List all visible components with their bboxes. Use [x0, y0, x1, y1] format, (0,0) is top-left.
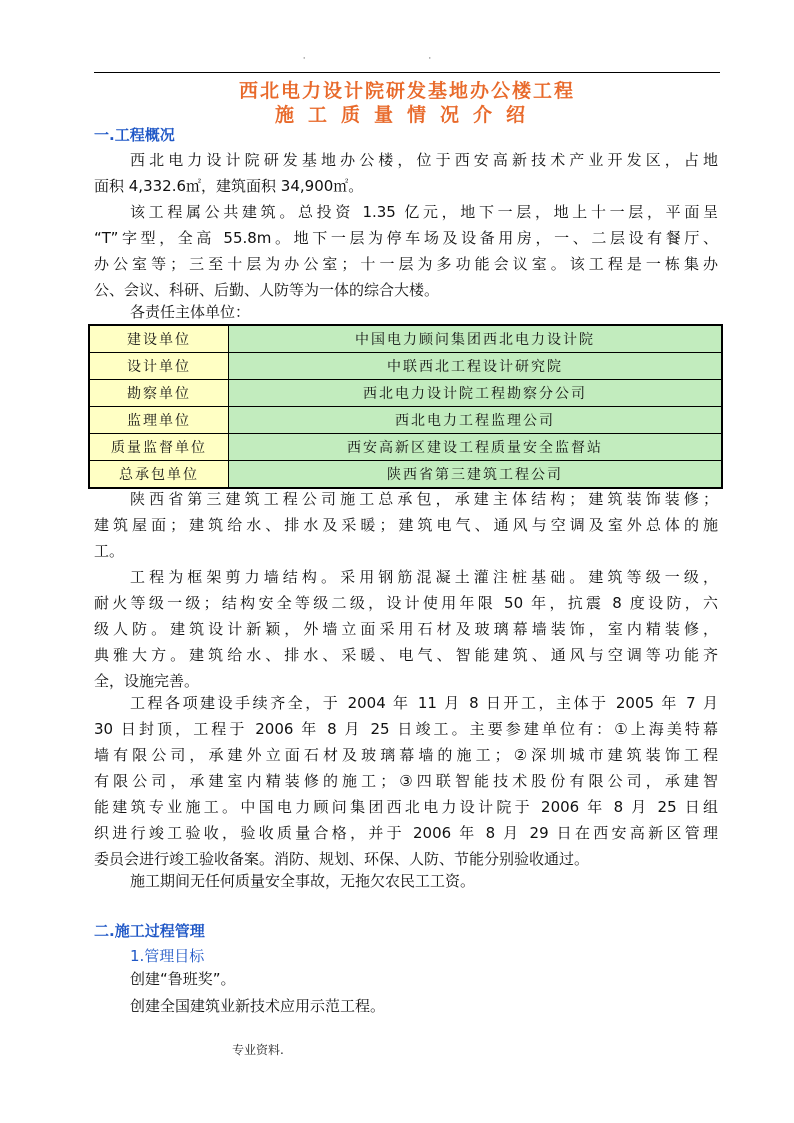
paragraph-line: 建筑屋面；建筑给水、排水及采暖；建筑电气、通风与空调及室外总体的施 — [94, 516, 718, 534]
table-row — [89, 325, 722, 353]
units-table — [88, 324, 723, 489]
unit-name: 西北电力设计院工程勘察分公司 — [229, 380, 723, 407]
paragraph-line: 工程为框架剪力墙结构。采用钢筋混凝土灌注桩基础。建筑等级一级， — [130, 568, 718, 586]
paragraph-line: 典雅大方。建筑给水、排水、采暖、电气、智能建筑、通风与空调等功能齐 — [94, 646, 718, 664]
paragraph-line: 墙有限公司，承建外立面石材及玻璃幕墙的施工；②深圳城市建筑装饰工程 — [94, 746, 718, 764]
paragraph-line: 有限公司，承建室内精装修的施工；③四联智能技术股份有限公司，承建智 — [94, 772, 718, 790]
paragraph-line: 织进行竣工验收，验收质量合格，并于 2006 年 8 月 29 日在西安高新区管理 — [94, 824, 718, 842]
paragraph-line: 创建全国建筑业新技术应用示范工程。 — [130, 997, 386, 1015]
section-1-heading: 一.工程概况 — [94, 126, 175, 144]
paragraph-line: 全，设施完善。 — [94, 672, 200, 690]
paragraph-line: 面积 4,332.6㎡，建筑面积 34,900㎡。 — [94, 177, 364, 195]
paragraph-line: 30 日封顶，工程于 2006 年 8 月 25 日竣工。主要参建单位有：①上海美特幕 — [94, 720, 718, 738]
paragraph-line: 办公室等；三至十层为办公室；十一层为多功能会议室。该工程是一栋集办 — [94, 255, 718, 273]
header-dots: · · — [302, 54, 492, 64]
page-title: 西北电力设计院研发基地办公楼工程 — [238, 80, 575, 102]
table-row — [89, 461, 722, 489]
unit-role: 设计单位 — [89, 353, 229, 380]
paragraph-line: “T”字型，全高 55.8m。地下一层为停车场及设备用房，一、二层设有餐厅、 — [94, 229, 718, 247]
section-2-heading: 二.施工过程管理 — [94, 922, 205, 940]
unit-name: 陕西省第三建筑工程公司 — [229, 461, 723, 489]
table-row — [89, 353, 722, 380]
table-row — [89, 407, 722, 434]
paragraph-line: 创建“鲁班奖”。 — [130, 970, 236, 988]
table-row — [89, 434, 722, 461]
units-intro: 各责任主体单位： — [130, 303, 251, 321]
unit-role: 质量监督单位 — [89, 434, 229, 461]
unit-role: 监理单位 — [89, 407, 229, 434]
unit-role: 勘察单位 — [89, 380, 229, 407]
unit-role: 建设单位 — [89, 325, 229, 353]
paragraph-line: 耐火等级一级；结构安全等级二级，设计使用年限 50 年，抗震 8 度设防，六 — [94, 594, 718, 612]
paragraph-line: 公、会议、科研、后勤、人防等为一体的综合大楼。 — [94, 281, 440, 299]
paragraph-line: 工程各项建设手续齐全，于 2004 年 11 月 8 日开工，主体于 2005 年 7 月 — [130, 694, 718, 712]
paragraph-line: 该工程属公共建筑。总投资 1.35 亿元，地下一层，地上十一层，平面呈 — [130, 203, 718, 221]
unit-role: 总承包单位 — [89, 461, 229, 489]
unit-name: 西安高新区建设工程质量安全监督站 — [229, 434, 723, 461]
unit-name: 中联西北工程设计研究院 — [229, 353, 723, 380]
header-rule — [94, 72, 720, 73]
footer-text: 专业资料. — [232, 1043, 284, 1057]
subsection-heading: 1.管理目标 — [130, 947, 205, 965]
paragraph-line: 施工期间无任何质量安全事故，无拖欠农民工工资。 — [130, 872, 476, 890]
unit-name: 西北电力工程监理公司 — [229, 407, 723, 434]
unit-name: 中国电力顾问集团西北电力设计院 — [229, 325, 723, 353]
page-subtitle: 施工质量情况介绍 — [274, 104, 539, 126]
paragraph-line: 工。 — [94, 542, 125, 560]
paragraph-line: 级人防。建筑设计新颖，外墙立面采用石材及玻璃幕墙装饰，室内精装修， — [94, 620, 718, 638]
paragraph-line: 西北电力设计院研发基地办公楼，位于西安高新技术产业开发区，占地 — [130, 151, 718, 169]
table-row — [89, 380, 722, 407]
paragraph-line: 陕西省第三建筑工程公司施工总承包，承建主体结构；建筑装饰装修； — [130, 490, 718, 508]
paragraph-line: 委员会进行竣工验收备案。消防、规划、环保、人防、节能分别验收通过。 — [94, 850, 590, 868]
paragraph-line: 能建筑专业施工。中国电力顾问集团西北电力设计院于 2006 年 8 月 25 日组 — [94, 798, 718, 816]
